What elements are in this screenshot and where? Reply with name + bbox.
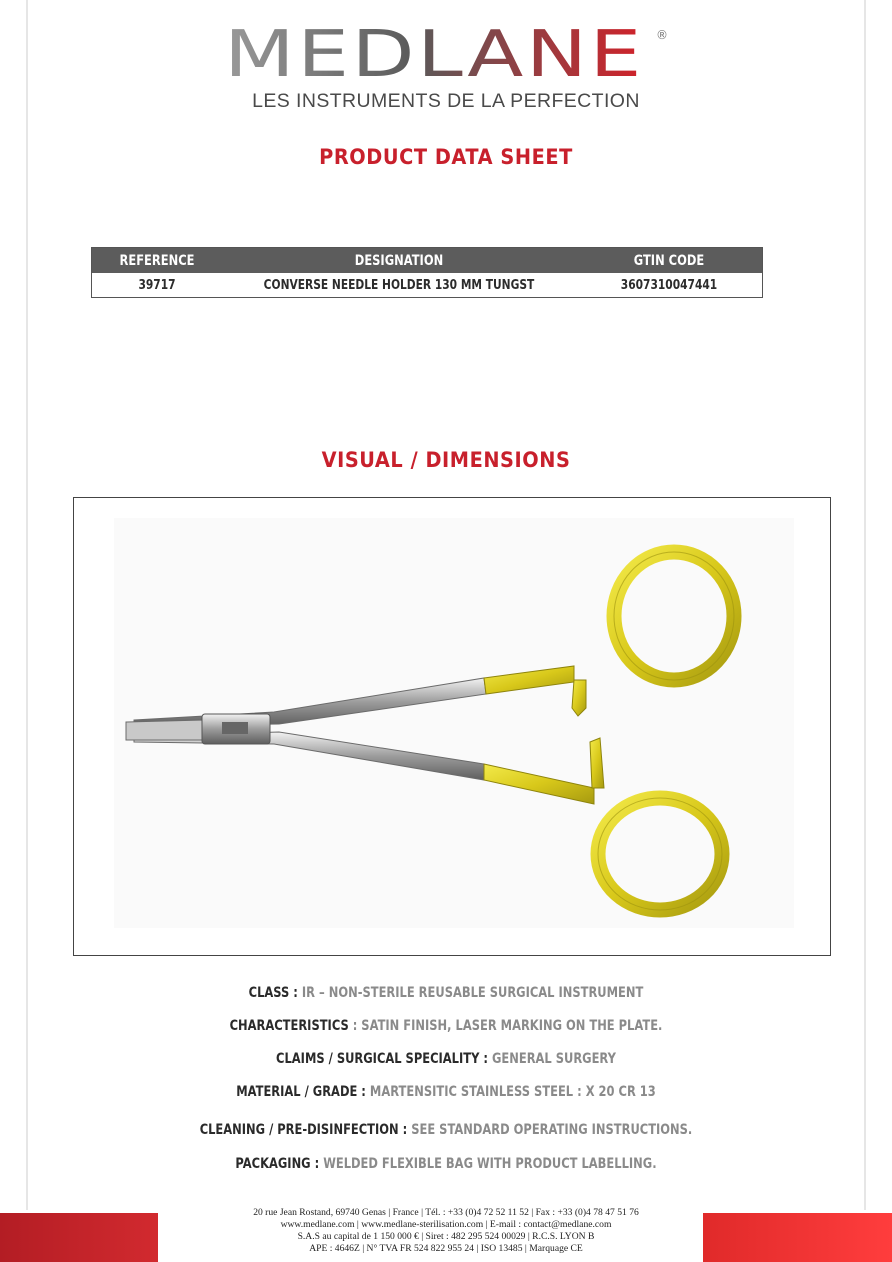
spec-cleaning [80,1122,811,1138]
cell-designation: CONVERSE NEEDLE HOLDER 130 MM TUNGST [263,277,535,293]
spec-value: GENERAL SURGERY [487,1051,616,1067]
svg-text:MEDLANE: MEDLANE [224,24,644,84]
spec-label: MATERIAL / GRADE : [236,1084,366,1100]
spec-value: IR – NON-STERILE REUSABLE SURGICAL INSTRUMENT [297,985,644,1001]
table-header-row [92,248,762,273]
medlane-logo [222,24,672,84]
spec-value: : SATIN FINISH, LASER MARKING ON THE PLATE. [348,1018,663,1034]
footer-contact [0,1207,892,1255]
spec-class [80,985,811,1001]
tagline: LES INSTRUMENTS DE LA PERFECTION [252,90,640,112]
product-visual-frame [73,497,831,956]
header-reference: REFERENCE [119,252,195,269]
cell-reference: 39717 [138,277,176,293]
spec-characteristics [80,1018,811,1034]
spec-value: SEE STANDARD OPERATING INSTRUCTIONS. [407,1122,693,1138]
spec-label: CLAIMS / SURGICAL SPECIALITY : [276,1051,488,1067]
left-border-line [26,0,28,1210]
spec-value: WELDED FLEXIBLE BAG WITH PRODUCT LABELLING. [319,1156,657,1172]
table-row [92,273,762,297]
spec-label: CLASS : [248,985,298,1001]
reference-table [91,247,763,298]
footer-company-info: S.A.S au capital de 1 150 000 € | Siret : 482 295 524 00029 | R.C.S. LYON B [297,1231,595,1242]
registered-mark: ® [656,28,668,42]
spec-value: MARTENSITIC STAINLESS STEEL : X 20 CR 13 [365,1084,656,1100]
spec-packaging [80,1156,811,1172]
header-designation: DESIGNATION [354,252,444,269]
needle-holder-image [74,498,830,955]
footer-address: 20 rue Jean Rostand, 69740 Genas | France | Tél. : +33 (0)4 72 52 11 52 | Fax : +33 (0)4 78 47 51 76 [253,1207,639,1218]
footer-registration: APE : 4646Z | N° TVA FR 524 822 955 24 | ISO 13485 | Marquage CE [309,1243,583,1254]
spec-label: PACKAGING : [235,1156,320,1172]
spec-material [80,1084,811,1100]
spec-label: CLEANING / PRE-DISINFECTION : [199,1122,408,1138]
spec-claims [80,1051,811,1067]
page-title: PRODUCT DATA SHEET [319,145,573,169]
header-gtin-code: GTIN CODE [633,252,705,269]
visual-dimensions-heading: VISUAL / DIMENSIONS [321,448,571,472]
spec-label: CHARACTERISTICS [229,1018,349,1034]
footer-websites: www.medlane.com | www.medlane-sterilisation.com | E-mail : contact@medlane.com [280,1219,612,1230]
cell-gtin-code: 3607310047441 [620,277,718,293]
right-border-line [864,0,866,1210]
